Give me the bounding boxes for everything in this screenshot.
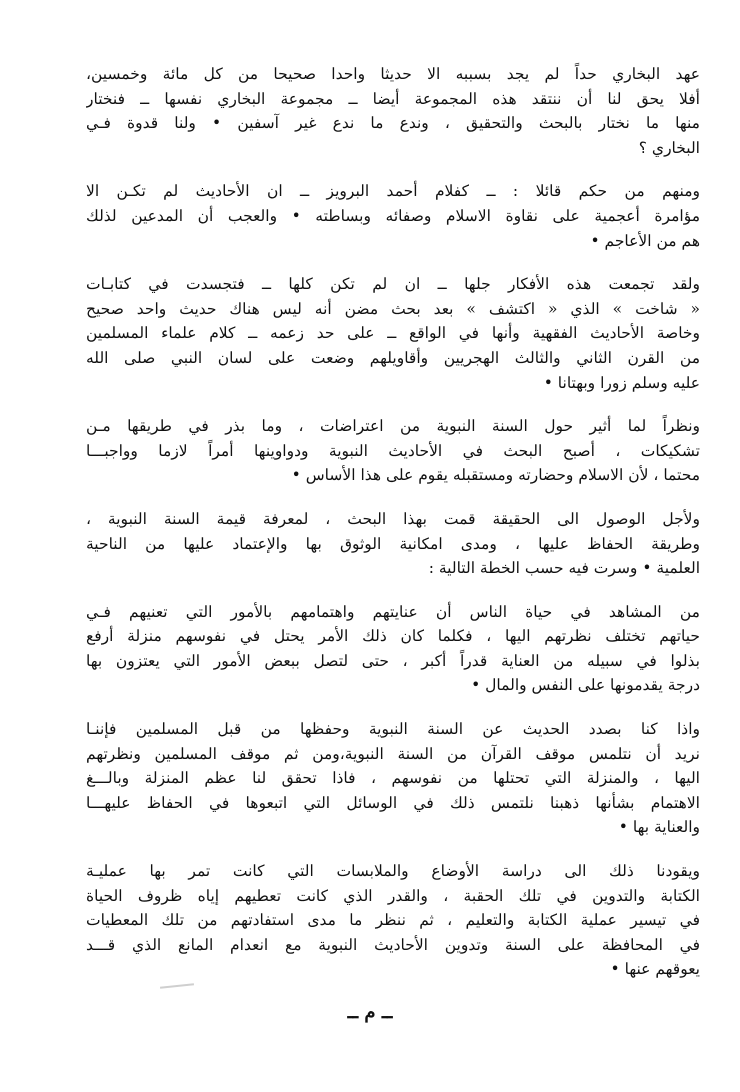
text-line: تشكيكات ، أصبح البحث في الأحاديث النبوية ودواوينها أمراً لازما وواجبـــا <box>86 441 700 460</box>
paragraph <box>86 600 700 698</box>
paragraph <box>86 414 700 488</box>
text-line: « شاخت » الذي « اكتشف » بعد بحث مضن أنه ليس هناك حديث واحد صحيح <box>86 299 700 318</box>
text-line: درجة يقدمونها على النفس والمال • <box>471 676 700 695</box>
text-line: من القرن الثاني والثالث الهجريين وأقاويلهم وضعت على لسان النبي صلى الله <box>86 348 700 367</box>
text-line: الاهتمام بشأنها ذهبنا نلتمس ذلك في الوسائل التي اتبعوها في الحفاظ عليهـــا <box>86 793 700 812</box>
paragraph <box>86 859 700 982</box>
paragraph <box>86 179 700 253</box>
text-line: عليه وسلم زورا وبهتانا • <box>543 373 700 392</box>
text-line: منها ما نختار بالبحث والتحقيق ، وندع ما ندع غير آسفين • ولنا قدوة فـي <box>86 114 700 133</box>
text-line: عهد البخاري حداً لم يجد بسببه الا حديثا واحدا صحيحا من كل مائة وخمسين، <box>86 65 700 83</box>
text-line: البخاري ؟ <box>638 138 700 157</box>
text-line: ولقد تجمعت هذه الأفكار جلها ــ ان لم تكن كلها ــ فتجسدت في كتابـات <box>86 275 700 294</box>
paragraph <box>86 507 700 581</box>
text-line: نريد أن نتلمس موقف القرآن من السنة النبوية،ومن ثم موقف المسلمين ونظرتهم <box>86 744 700 763</box>
text-line: مؤامرة أعجمية على نقاوة الاسلام وصفائه وبساطته • والعجب أن المدعين لذلك <box>86 206 700 225</box>
page-body <box>86 62 700 982</box>
text-line: ومنهم من حكم قائلا : ــ كفلام أحمد البرويز ــ ان الأحاديث لم تكـن الا <box>86 182 700 201</box>
text-line: ونظراً لما أثير حول السنة النبوية من اعتراضات ، وما بذر في طريقها مـن <box>86 417 700 436</box>
scan-smudge <box>160 983 194 989</box>
text-line: الكتابة والتدوين في تلك الحقبة ، والقدر الذي كانت تعطيهم إياه ظروف الحياة <box>86 886 700 905</box>
text-line: وخاصة الأحاديث الفقهية وأنها في الواقع ــ على حد زعمه ــ كلام علماء المسلمين <box>86 324 700 343</box>
paragraph <box>86 717 700 840</box>
text-line: ويقودنا ذلك الى دراسة الأوضاع والملابسات التي كانت تمر بها عمليـة <box>86 862 700 881</box>
text-line: من المشاهد في حياة الناس أن عنايتهم واهتمامهم بالأمور التي تعنيهم فـي <box>86 602 700 621</box>
page-number: ــ م ــ <box>347 1002 393 1023</box>
text-line: والعناية بها • <box>618 818 700 837</box>
text-line: هم من الأعاجم • <box>590 231 700 250</box>
text-line: ولأجل الوصول الى الحقيقة قمت بهذا البحث ، لمعرفة قيمة السنة النبوية ، <box>86 509 700 528</box>
text-line: يعوقهم عنها • <box>610 960 700 979</box>
text-line: محتما ، لأن الاسلام وحضارته ومستقبله يقوم على هذا الأساس • <box>291 466 700 485</box>
text-line: وطريقة الحفاظ عليها ، ومدى امكانية الوثوق بها والإعتماد عليها من الناحية <box>86 534 700 553</box>
paragraph <box>86 62 700 160</box>
paragraph <box>86 272 700 395</box>
text-line: في المحافظة على السنة وتدوين الأحاديث النبوية مع انعدام المانع الذي قـــد <box>86 935 700 954</box>
text-line: واذا كنا بصدد الحديث عن السنة النبوية وحفظها من قبل المسلمين فإننـا <box>86 720 700 739</box>
text-line: العلمية • وسرت فيه حسب الخطة التالية : <box>428 559 700 578</box>
text-line: اليها ، والمنزلة التي تحتلها من نفوسهم ، فاذا تحقق لنا عظم المنزلة وبالـــغ <box>86 769 700 788</box>
text-line: بذلوا في سبيله من العناية قدراً أكبر ، حتى لتصل ببعض الأمور التي يعتزون بها <box>86 651 700 670</box>
text-line: حياتهم تختلف نظرتهم اليها ، فكلما كان ذلك الأمر يحتل في نفوسهم منزلة أرفع <box>86 627 700 646</box>
text-line: في تيسير عملية الكتابة والتعليم ، ثم ننظر ما مدى استفادتهم من تلك المعطيات <box>86 911 700 930</box>
text-line: أفلا يحق لنا أن ننتقد هذه المجموعة أيضا ــ مجموعة البخاري نفسها ــ فنختار <box>86 89 700 108</box>
